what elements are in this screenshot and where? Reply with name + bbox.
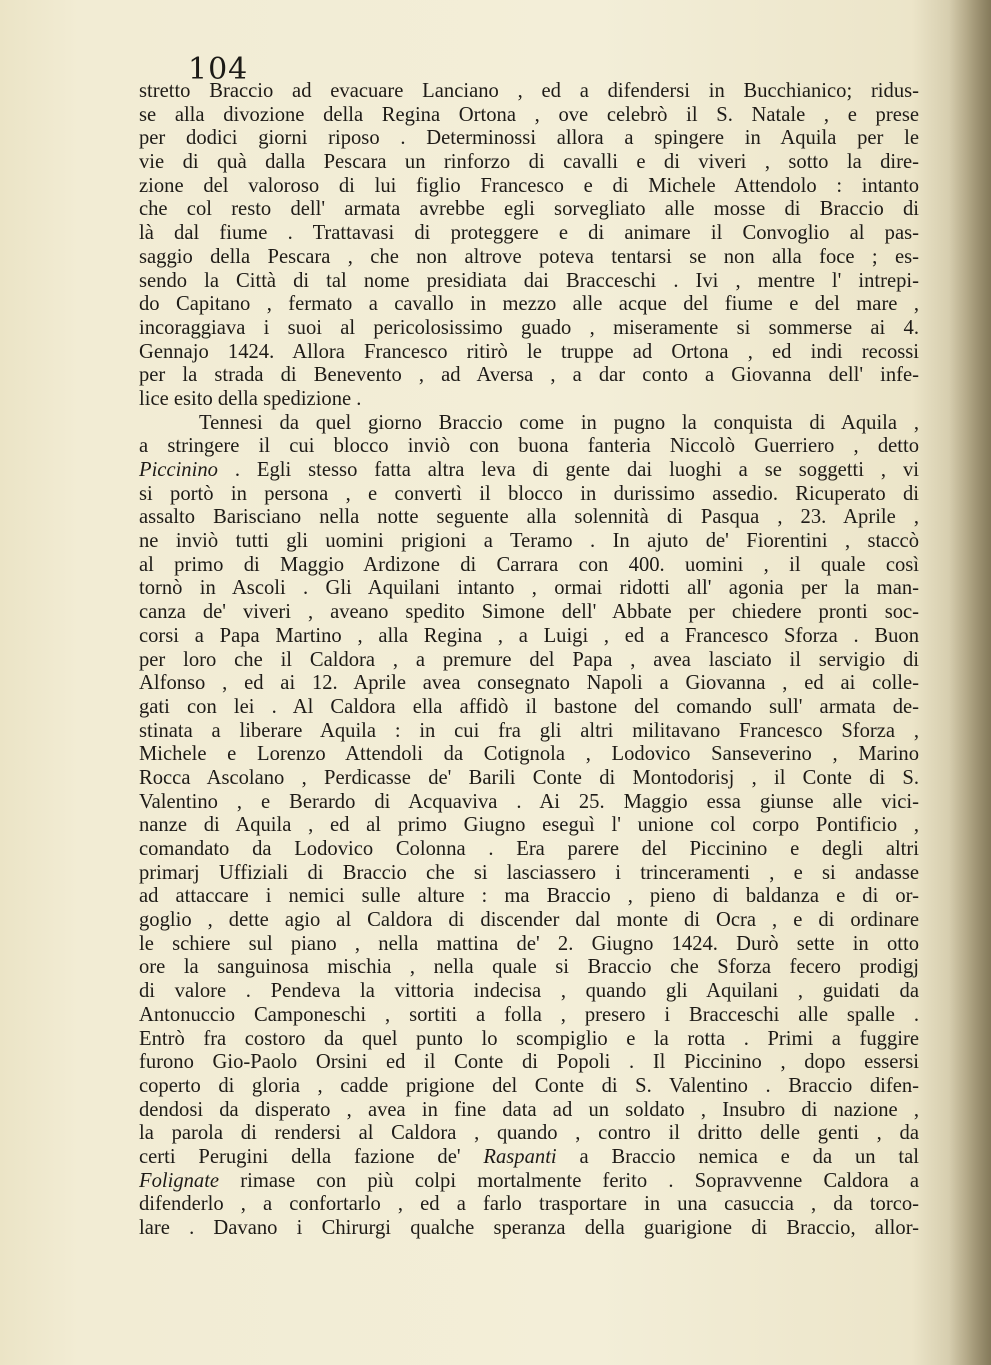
text-segment: gati con lei . Al Caldora ella affidò il bastone del comando sull' armata de-: [139, 695, 919, 718]
text-line: [139, 459, 919, 483]
text-line: [139, 222, 919, 246]
text-segment: tornò in Ascoli . Gli Aquilani intanto , ormai ridotti all' agonia per la man-: [139, 577, 919, 600]
text-segment: ne inviò tutti gli uomini prigioni a Teramo . In ajuto de' Fiorentini , staccò: [139, 530, 919, 553]
text-segment: Tennesi da quel giorno Braccio come in pugno la conquista di Aquila ,: [199, 411, 919, 434]
text-line: [139, 412, 919, 436]
text-line: [139, 649, 919, 673]
text-line: [139, 293, 919, 317]
text-line: [139, 506, 919, 530]
text-line: [139, 1004, 919, 1028]
text-line: [139, 767, 919, 791]
text-segment: stinata a liberare Aquila : in cui fra gli altri militavano Francesco Sforza ,: [139, 719, 919, 742]
text-segment: per dodici giorni riposo . Determinossi allora a spingere in Aquila per le: [139, 127, 919, 150]
text-line: [139, 483, 919, 507]
text-line: [139, 388, 919, 412]
text-line: [139, 198, 919, 222]
italic-text: Folignate: [139, 1169, 220, 1192]
text-line: [139, 317, 919, 341]
text-segment: furono Gio-Paolo Orsini ed il Conte di Popoli . Il Piccinino , dopo essersi: [139, 1051, 919, 1074]
text-segment: Entrò fra costoro da quel punto lo scompiglio e la rotta . Primi a fuggire: [139, 1027, 919, 1050]
text-line: [139, 104, 919, 128]
text-segment: le schiere sul piano , nella mattina de' 2. Giugno 1424. Durò sette in otto: [139, 932, 919, 955]
text-segment: lare . Davano i Chirurgi qualche speranza della guarigione di Braccio, allor-: [139, 1217, 919, 1239]
text-segment: zione del valoroso di lui figlio Francesco e di Michele Attendolo : intanto: [139, 174, 919, 197]
text-segment: Rocca Ascolano , Perdicasse de' Barili Conte di Montodorisj , il Conte di S.: [139, 766, 919, 789]
text-line: [139, 127, 919, 151]
text-line: [139, 175, 919, 199]
text-line: [139, 246, 919, 270]
text-line: [139, 956, 919, 980]
text-segment: per la strada di Benevento , ad Aversa , a dar conto a Giovanna dell' infe-: [139, 364, 919, 387]
text-segment: per loro che il Caldora , a premure del Papa , avea lasciato il servigio di: [139, 648, 919, 671]
text-segment: canza de' viveri , aveano spedito Simone dell' Abbate per chiedere pronti soc-: [139, 601, 919, 624]
text-segment: incoraggiava i suoi al pericolosissimo guado , miseramente si sommerse ai 4.: [139, 316, 919, 339]
text-segment: stretto Braccio ad evacuare Lanciano , ed a difendersi in Bucchianico; ridus-: [139, 80, 919, 102]
text-line: [139, 1170, 919, 1194]
text-segment: Antonuccio Camponeschi , sortiti a folla , presero i Bracceschi alle spalle .: [139, 1003, 919, 1026]
text-segment: là dal fiume . Trattavasi di proteggere e di animare il Convoglio al pas-: [139, 222, 919, 245]
page-spine-shadow: [949, 0, 991, 1365]
text-line: [139, 885, 919, 909]
text-segment: coperto di gloria , cadde prigione del Conte di S. Valentino . Braccio difen-: [139, 1074, 919, 1097]
text-segment: di valore . Pendeva la vittoria indecisa , quando gli Aquilani , guidati da: [139, 980, 919, 1003]
paragraph: [139, 412, 919, 1241]
text-segment: assalto Barisciano nella notte seguente alla solennità di Pasqua , 23. Aprile ,: [139, 506, 919, 529]
text-line: [139, 720, 919, 744]
text-line: [139, 814, 919, 838]
text-segment: a stringere il cui blocco inviò con buona fanteria Niccolò Guerriero , detto: [139, 435, 919, 458]
text-line: [139, 791, 919, 815]
page-number: 104: [188, 52, 249, 87]
text-line: [139, 554, 919, 578]
text-line: [139, 601, 919, 625]
text-line: [139, 341, 919, 365]
body-text: [139, 80, 919, 1241]
text-segment: a Braccio nemica e da un tal: [556, 1145, 919, 1168]
text-line: [139, 1075, 919, 1099]
text-line: [139, 1051, 919, 1075]
text-line: [139, 80, 919, 104]
text-segment: Alfonso , ed ai 12. Aprile avea consegnato Napoli a Giovanna , ed ai colle-: [139, 672, 919, 695]
text-segment: se alla divozione della Regina Ortona , ove celebrò il S. Natale , e prese: [139, 103, 919, 126]
text-segment: Gennajo 1424. Allora Francesco ritirò le truppe ad Ortona , ed indi recossi: [139, 340, 919, 363]
italic-text: Raspanti: [483, 1145, 557, 1168]
text-segment: Michele e Lorenzo Attendoli da Cotignola , Lodovico Sanseverino , Marino: [139, 743, 919, 766]
text-segment: primarj Uffiziali di Braccio che si lasciassero i trinceramenti , e si andasse: [139, 861, 919, 884]
text-segment: comandato da Lodovico Colonna . Era parere del Piccinino e degli altri: [139, 838, 919, 860]
text-segment: dendosi da disperato , avea in fine data ad un soldato , Insubro di nazione ,: [139, 1098, 919, 1121]
text-line: [139, 1146, 919, 1170]
italic-text: Piccinino: [139, 459, 218, 481]
text-line: [139, 270, 919, 294]
text-segment: lice esito della spedizione .: [139, 387, 362, 410]
text-segment: certi Perugini della fazione de': [139, 1145, 484, 1168]
text-segment: ad attaccare i nemici sulle alture : ma Braccio , pieno di baldanza e di or-: [139, 885, 919, 908]
text-line: [139, 435, 919, 459]
text-line: [139, 364, 919, 388]
text-line: [139, 696, 919, 720]
text-line: [139, 1028, 919, 1052]
text-line: [139, 862, 919, 886]
text-line: [139, 672, 919, 696]
text-segment: Valentino , e Berardo di Acquaviva . Ai 25. Maggio essa giunse alle vici-: [139, 790, 919, 813]
text-segment: rimase con più colpi mortalmente ferito . Sopravvenne Caldora a: [219, 1169, 919, 1192]
text-segment: saggio della Pescara , che non altrove poteva tentarsi se non alla foce ; es-: [139, 245, 919, 268]
text-line: [139, 1122, 919, 1146]
text-segment: nanze di Aquila , ed al primo Giugno eseguì l' unione col corpo Pontificio ,: [139, 814, 919, 837]
text-segment: al primo di Maggio Ardizone di Carrara con 400. uomini , il quale così: [139, 553, 919, 576]
text-line: [139, 1217, 919, 1241]
text-line: [139, 1193, 919, 1217]
text-line: [139, 909, 919, 933]
text-line: [139, 625, 919, 649]
text-segment: la parola di rendersi al Caldora , quando , contro il dritto delle genti , da: [139, 1122, 919, 1145]
text-segment: goglio , dette agio al Caldora di discender dal monte di Ocra , e di ordinare: [139, 909, 919, 932]
text-line: [139, 743, 919, 767]
text-line: [139, 530, 919, 554]
text-segment: ore la sanguinosa mischia , nella quale si Braccio che Sforza fecero prodigj: [139, 956, 919, 979]
text-line: [139, 980, 919, 1004]
text-segment: do Capitano , fermato a cavallo in mezzo alle acque del fiume e del mare ,: [139, 293, 919, 316]
text-segment: che col resto dell' armata avrebbe egli sorvegliato alle mosse di Braccio di: [139, 198, 919, 221]
text-line: [139, 577, 919, 601]
text-line: [139, 838, 919, 862]
text-segment: vie di quà dalla Pescara un rinforzo di cavalli e di viveri , sotto la dire-: [139, 151, 919, 174]
text-line: [139, 151, 919, 175]
text-line: [139, 933, 919, 957]
text-segment: difenderlo , a confortarlo , ed a farlo trasportare in una casuccia , da torco-: [139, 1193, 919, 1216]
text-segment: si portò in persona , e convertì il blocco in durissimo assedio. Ricuperato di: [139, 482, 919, 505]
text-segment: . Egli stesso fatta altra leva di gente dai luoghi a se soggetti , vi: [217, 459, 919, 481]
text-segment: corsi a Papa Martino , alla Regina , a Luigi , ed a Francesco Sforza . Buon: [139, 624, 919, 647]
text-segment: sendo la Città di tal nome presidiata dai Bracceschi . Ivi , mentre l' intrepi-: [139, 269, 919, 292]
paragraph: [139, 80, 919, 412]
text-line: [139, 1099, 919, 1123]
